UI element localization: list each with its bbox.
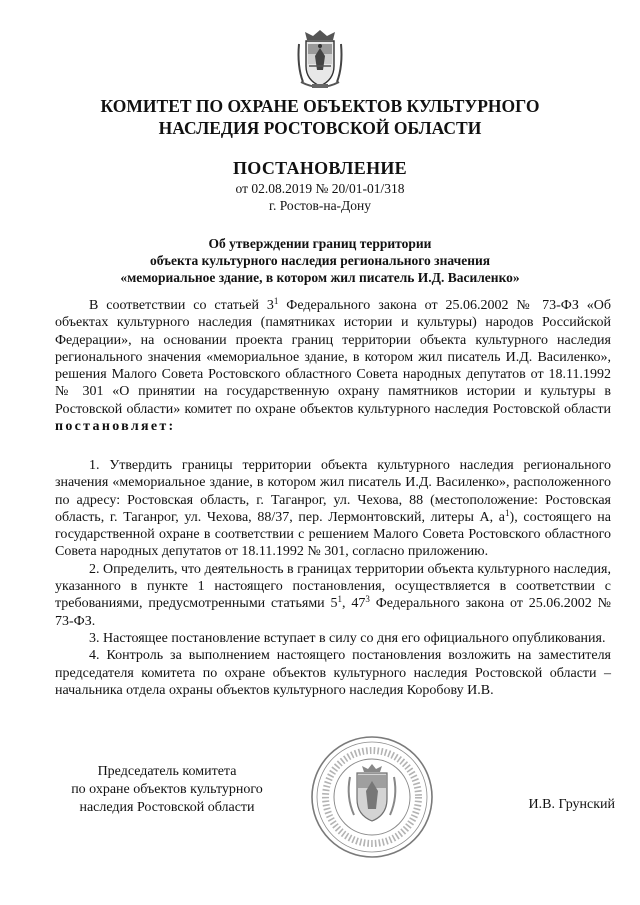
resolution-items: [55, 457, 611, 699]
item-1-text-b: ), состоящего на государственной охране в соответствии с решением Малого Совета Ростовского областного Совета народных депутатов от 18.11.1992 № 301, согласно приложению.: [55, 509, 612, 560]
preamble-paragraph: [55, 297, 611, 435]
position-line-1: Председатель комитета: [97, 764, 237, 779]
title-line-1: Об утверждении границ территории: [208, 236, 432, 251]
item-2: [55, 561, 611, 630]
title-line-2: объекта культурного наследия регионального значения: [149, 253, 491, 268]
document-date-number: от 02.08.2019 № 20/01-01/318: [235, 181, 405, 196]
coat-of-arms-icon: [295, 26, 345, 92]
title-line-3: «мемориальное здание, в котором жил писатель И.Д. Василенко»: [120, 270, 520, 285]
preamble: [55, 297, 611, 435]
item-2-superscript-2: 3: [365, 594, 370, 605]
decree-word: постановляет:: [55, 419, 176, 435]
item-2-text-c: Федерального закона от 25.06.2002 № 73-ФЗ.: [55, 596, 612, 629]
item-4: 4. Контроль за выполнением настоящего постановления возложить на заместителя председателя комитета по охране объектов культурного наследия Ростовской области – начальника отдела охраны объектов культурного наследия Коробову И.В.: [55, 648, 611, 698]
signatory-position: [52, 763, 282, 817]
item-1-text-a: 1. Утвердить границы территории объекта культурного наследия регионального значения «мемориальное здание, в котором жил писатель И.Д. Василенко», расположенного по адресу: Ростовская область, г. Таганрог, ул. Чехова, 88 (местоположение: Ростовская область, г. Таганрог, ул. Чехова, 88/37, пер. Лермонтовский, литеры А, а: [55, 458, 611, 525]
preamble-superscript: 1: [273, 296, 279, 306]
item-1: [55, 457, 611, 561]
item-2-superscript-1: 1: [337, 594, 343, 605]
item-1-superscript: 1: [505, 507, 510, 518]
org-line-2: НАСЛЕДИЯ РОСТОВСКОЙ ОБЛАСТИ: [158, 118, 482, 138]
position-line-3: наследия Ростовской области: [79, 800, 255, 815]
position-line-2: по охране объектов культурного: [71, 782, 263, 797]
item-2-text-b: , 47: [342, 596, 366, 612]
item-2-text-a: 2. Определить, что деятельность в границах территории объекта культурного наследия, указанного в пункте 1 настоящего постановления, осуществляется в соответствии с требованиями, предусмотренными статьями 5: [55, 561, 611, 612]
preamble-text-2: Федерального закона от 25.06.2002 № 73-ФЗ «Об объектах культурного наследия (памятниках истории и культуры) народов Российской Федерации», на основании проекта границ территории объекта культурного наследия регионального значения «мемориальное здание, в котором жил писатель И.Д. Василенко», решения Малого Совета Ростовского областного Совета народных депутатов от 18.11.1992 № 301 «О принятии на государственную охрану памятников истории и культуры в Ростовской области» комитет по охране объектов культурного наследия Ростовской области: [55, 298, 611, 417]
official-seal-icon: [308, 733, 436, 861]
signatory-name: И.В. Грунский: [528, 797, 615, 812]
document-type: ПОСТАНОВЛЕНИЕ: [233, 158, 407, 178]
organization-name: [0, 95, 640, 139]
org-line-1: КОМИТЕТ ПО ОХРАНЕ ОБЪЕКТОВ КУЛЬТУРНОГО: [100, 96, 540, 116]
preamble-text-1: В соответствии со статьей 3: [89, 298, 274, 313]
document-city: г. Ростов-на-Дону: [268, 198, 371, 213]
item-3: 3. Настоящее постановление вступает в силу со дня его официального опубликования.: [89, 630, 606, 646]
document-title: [0, 235, 640, 286]
